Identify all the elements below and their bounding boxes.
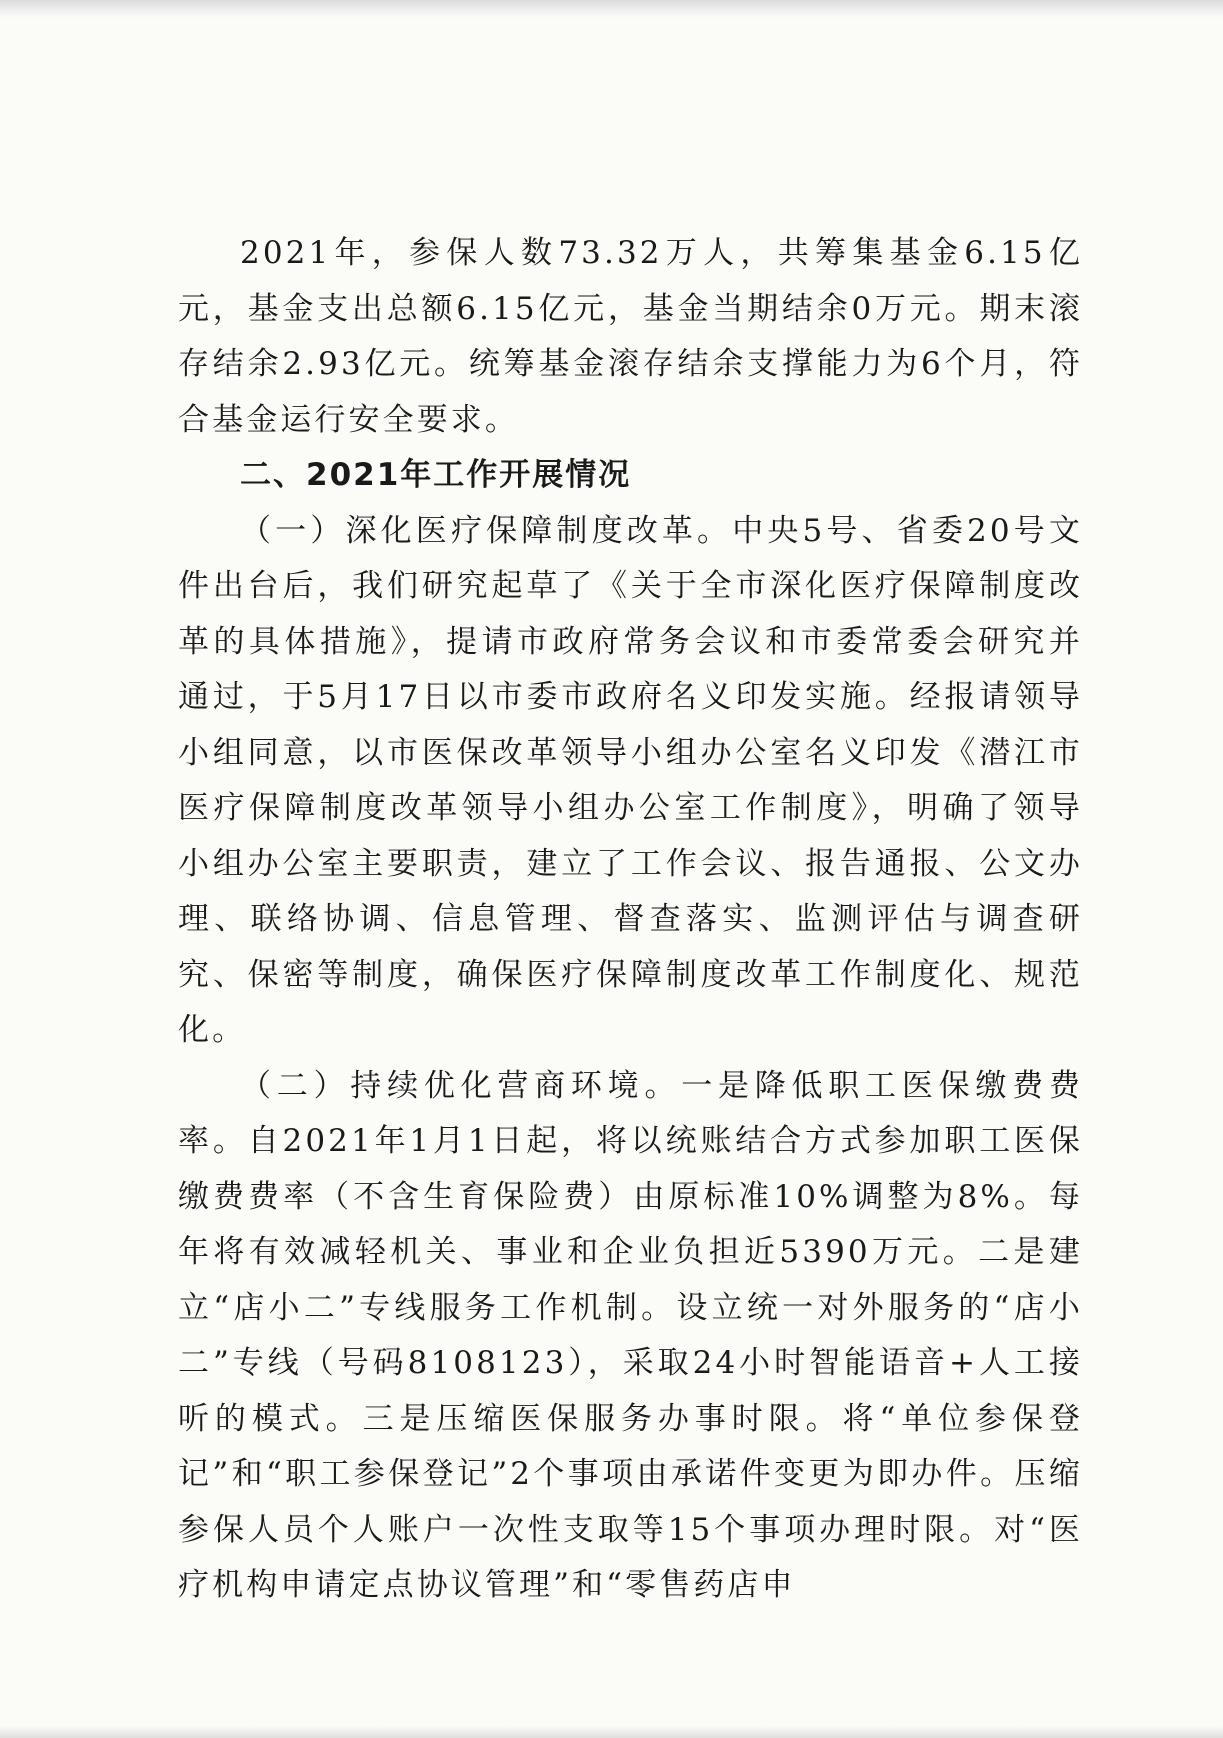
item-1-paragraph xyxy=(178,504,1083,1059)
section-heading xyxy=(178,448,1083,504)
item-2-body: 一是降低职工医保缴费费率。自2021年1月1日起，将以统账结合方式参加职工医保缴费费率（不含生育保险费）由原标准10%调整为8%。每年将有效减轻机关、事业和企业负担近5390万元。二是建立“店小二”专线服务工作机制。设立统一对外服务的“店小二”专线（号码8108123），采取24小时智能语音+人工接听的模式。三是压缩医保服务办事时限。将“单位参保登记”和“职工参保登记”2个事项由承诺件变更为即办件。压缩参保人员个人账户一次性支取等15个事项办理时限。对“医疗机构申请定点协议管理”和“零售药店申 xyxy=(178,1067,1083,1603)
item-2-paragraph xyxy=(178,1059,1083,1614)
document-body xyxy=(178,226,1083,1614)
section-heading-text: 二、2021年工作开展情况 xyxy=(240,457,632,493)
fund-summary-text: 2021年，参保人数73.32万人，共筹集基金6.15亿元，基金支出总额6.15亿元，基金当期结余0万元。期末滚存结余2.93亿元。统筹基金滚存结余支撑能力为6个月，符合基金运行安全要求。 xyxy=(178,235,1083,438)
item-2-lead: （二）持续优化营商环境。 xyxy=(240,1067,682,1104)
scan-edge-bottom xyxy=(0,1726,1223,1738)
fund-summary-paragraph xyxy=(178,226,1083,448)
item-1-body: 中央5号、省委20号文件出台后，我们研究起草了《关于全市深化医疗保障制度改革的具体措施》，提请市政府常务会议和市委常委会研究并通过，于5月17日以市委市政府名义印发实施。经报请领导小组同意，以市医保改革领导小组办公室名义印发《潜江市医疗保障制度改革领导小组办公室工作制度》，明确了领导小组办公室主要职责，建立了工作会议、报告通报、公文办理、联络协调、信息管理、督查落实、监测评估与调查研究、保密等制度，确保医疗保障制度改革工作制度化、规范化。 xyxy=(178,512,1083,1048)
item-1-lead: （一）深化医疗保障制度改革。 xyxy=(240,512,733,549)
scan-edge-top xyxy=(0,0,1223,18)
